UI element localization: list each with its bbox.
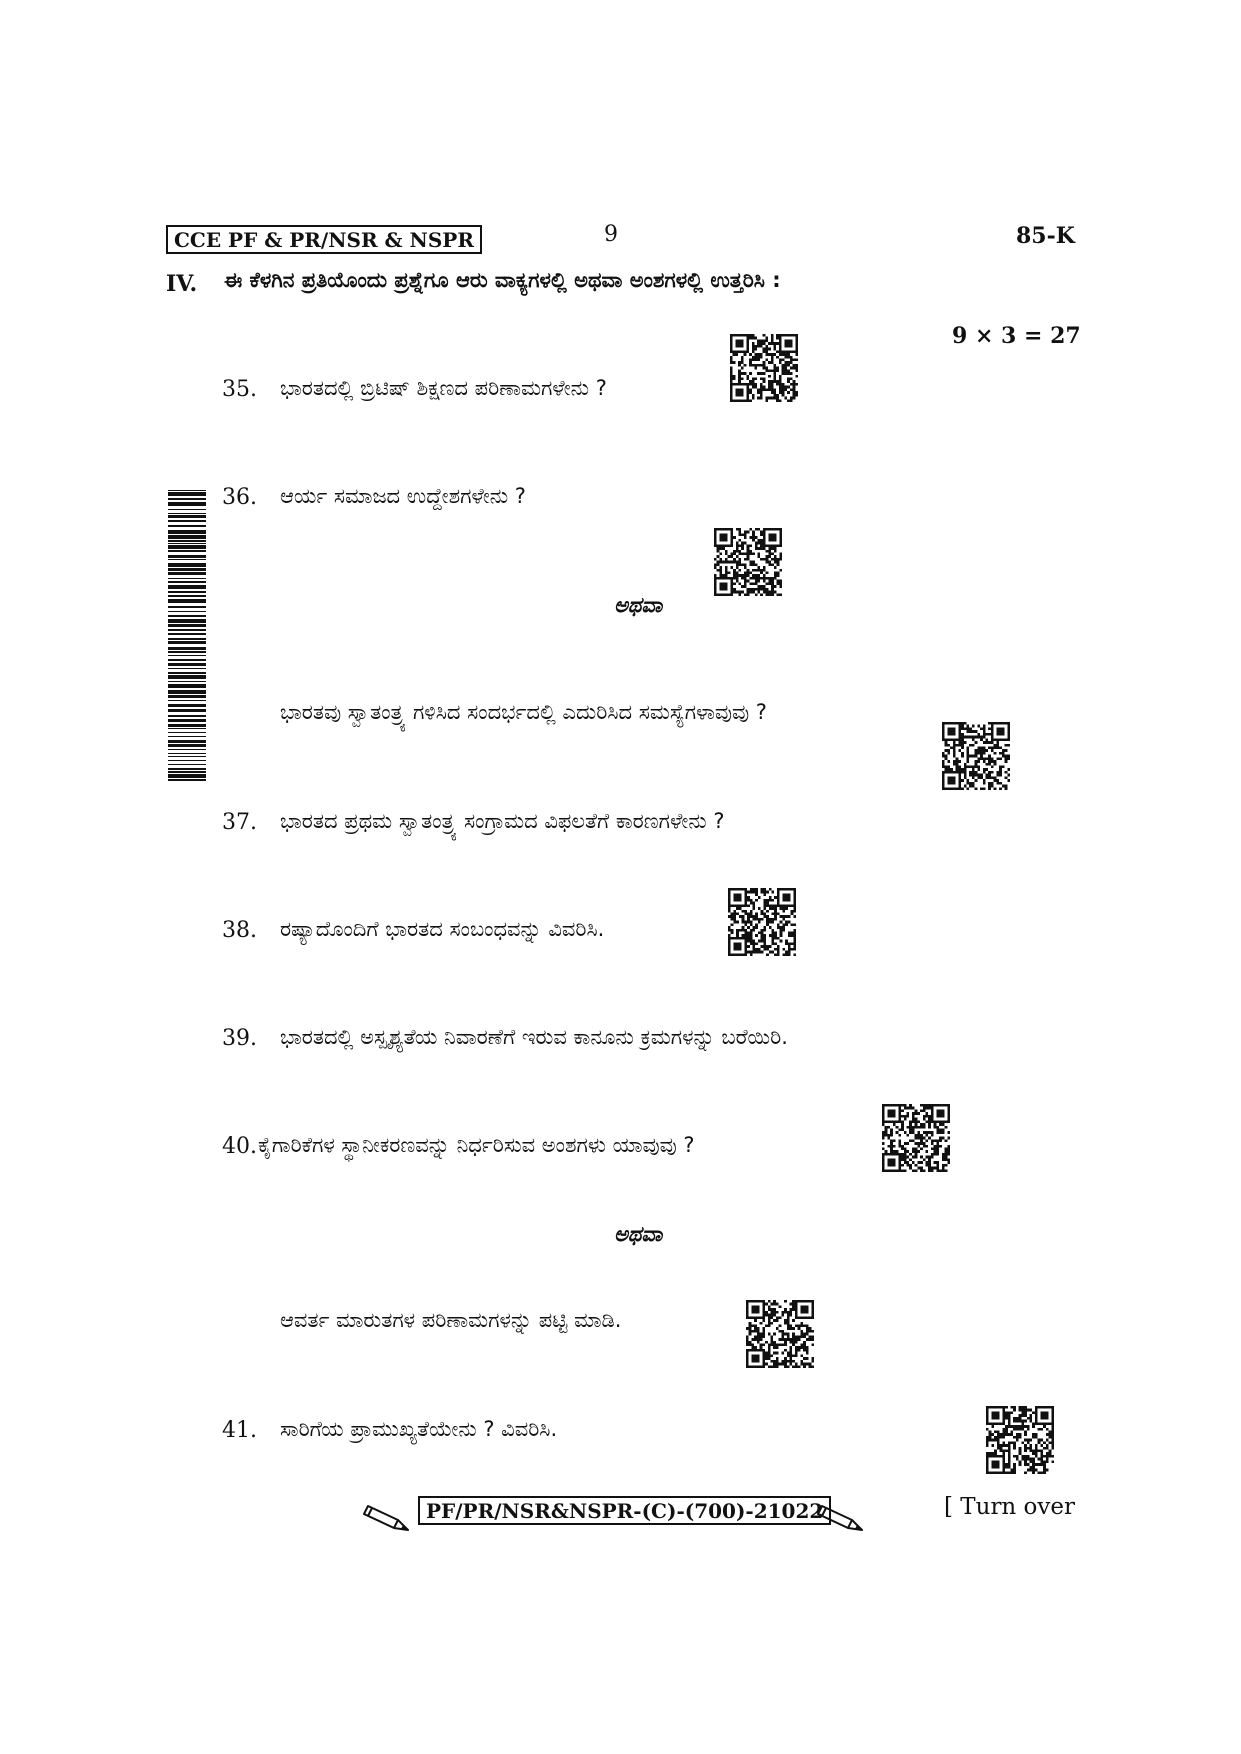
qr-code-icon [746, 1300, 814, 1368]
question-text-40: ಕೈಗಾರಿಕೆಗಳ ಸ್ಥಾನೀಕರಣವನ್ನು ನಿರ್ಧರಿಸುವ ಅಂಶಗಳು ಯಾವುವು ? [258, 1133, 695, 1157]
qr-code-icon [942, 722, 1010, 790]
question-text-36-alt: ಭಾರತವು ಸ್ವಾತಂತ್ರ್ಯ ಗಳಿಸಿದ ಸಂದರ್ಭದಲ್ಲಿ ಎದುರಿಸಿದ ಸಮಸ್ಯೆಗಳಾವುವು ? [280, 700, 767, 724]
question-number-35: 35. [222, 377, 257, 402]
question-number-38: 38. [222, 918, 257, 943]
question-number-39: 39. [222, 1026, 257, 1051]
question-number-40: 40. [222, 1134, 257, 1159]
question-number-41: 41. [222, 1418, 257, 1443]
barcode-icon [168, 490, 206, 782]
question-text-40-alt: ಆವರ್ತ ಮಾರುತಗಳ ಪರಿಣಾಮಗಳನ್ನು ಪಟ್ಟಿ ಮಾಡಿ. [280, 1308, 622, 1332]
page-number: 9 [604, 222, 618, 247]
qr-code-icon [882, 1104, 950, 1172]
question-text-36: ಆರ್ಯ ಸಮಾಜದ ಉದ್ದೇಶಗಳೇನು ? [280, 484, 526, 508]
or-label: ಅಥವಾ [614, 593, 663, 617]
section-marks: 9 × 3 = 27 [952, 323, 1081, 349]
footer-code: PF/PR/NSR&NSPR-(C)-(700)-21022 [418, 1496, 831, 1525]
qr-code-icon [986, 1406, 1054, 1474]
question-text-37: ಭಾರತದ ಪ್ರಥಮ ಸ್ವಾತಂತ್ರ್ಯ ಸಂಗ್ರಾಮದ ವಿಫಲತೆಗೆ ಕಾರಣಗಳೇನು ? [280, 809, 725, 833]
qr-code-icon [714, 528, 782, 596]
question-number-37: 37. [222, 810, 257, 835]
section-number: IV. [166, 271, 198, 297]
question-number-36: 36. [222, 485, 257, 510]
question-text-39: ಭಾರತದಲ್ಲಿ ಅಸ್ಪೃಶ್ಯತೆಯ ನಿವಾರಣೆಗೆ ಇರುವ ಕಾನೂನು ಕ್ರಮಗಳನ್ನು ಬರೆಯಿರಿ. [280, 1025, 788, 1049]
qr-code-icon [730, 334, 798, 402]
paper-code: 85-K [1016, 223, 1075, 249]
pencil-icon [816, 1500, 864, 1534]
or-label: ಅಥವಾ [614, 1222, 663, 1246]
turn-over-label: [ Turn over [944, 1494, 1076, 1520]
qr-code-icon [728, 888, 796, 956]
pencil-icon [362, 1500, 410, 1534]
section-instruction: ಈ ಕೆಳಗಿನ ಪ್ರತಿಯೊಂದು ಪ್ರಶ್ನೆಗೂ ಆರು ವಾಕ್ಯಗಳಲ್ಲಿ ಅಥವಾ ಅಂಶಗಳಲ್ಲಿ ಉತ್ತರಿಸಿ : [224, 268, 781, 292]
question-text-41: ಸಾರಿಗೆಯ ಪ್ರಾಮುಖ್ಯತೆಯೇನು ? ವಿವರಿಸಿ. [280, 1417, 558, 1441]
question-text-35: ಭಾರತದಲ್ಲಿ ಬ್ರಿಟಿಷ್ ಶಿಕ್ಷಣದ ಪರಿಣಾಮಗಳೇನು ? [280, 376, 607, 400]
question-text-38: ರಷ್ಯಾದೊಂದಿಗೆ ಭಾರತದ ಸಂಬಂಧವನ್ನು ವಿವರಿಸಿ. [280, 917, 605, 941]
exam-label: CCE PF & PR/NSR & NSPR [166, 225, 482, 254]
